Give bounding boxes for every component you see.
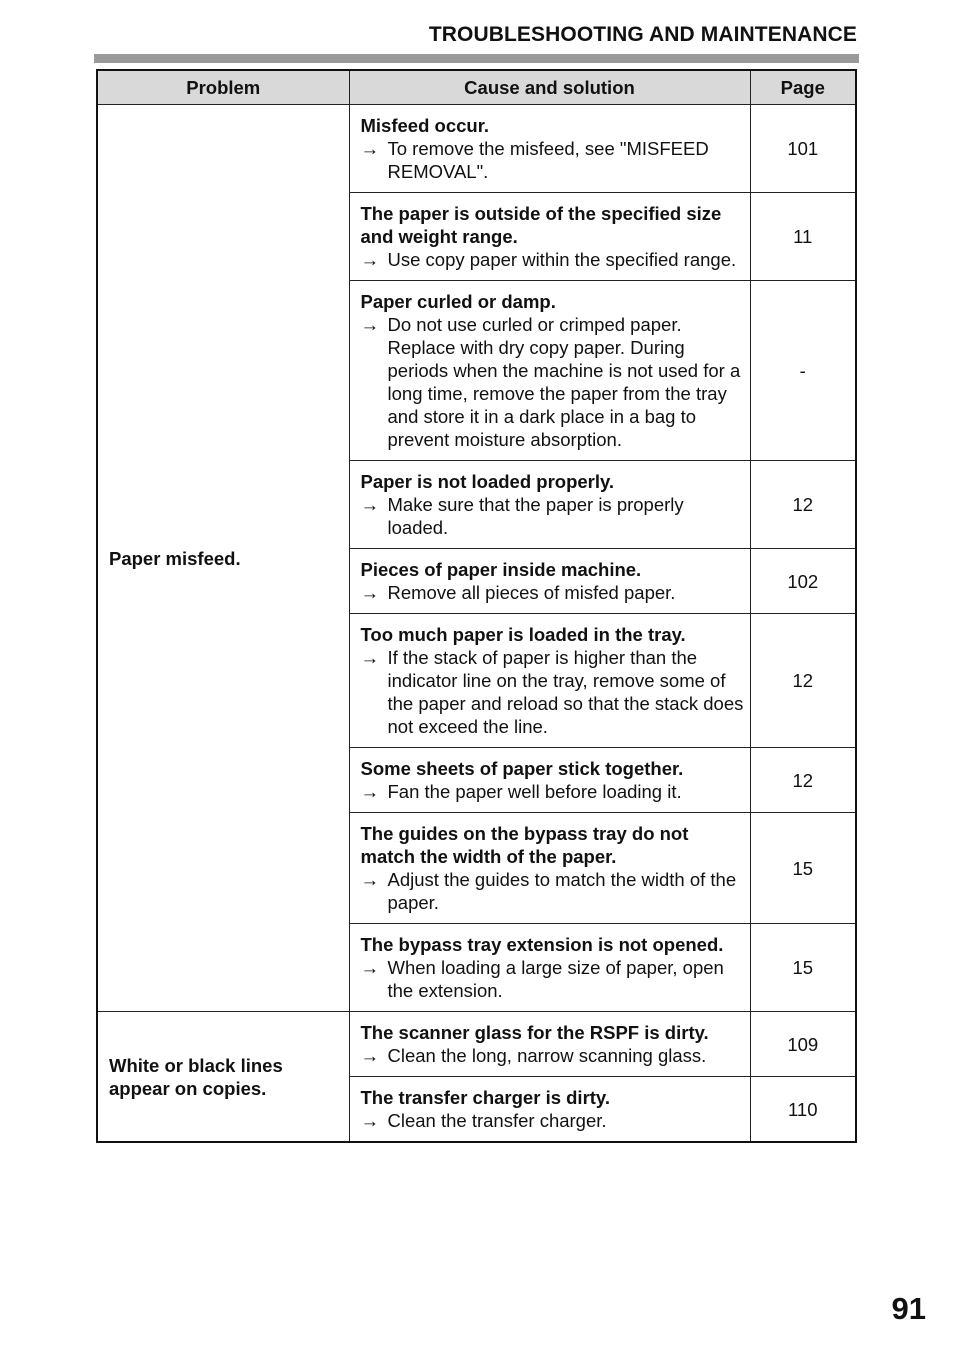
arrow-icon: →	[360, 1045, 379, 1066]
solution-label: Do not use curled or crimped paper. Replace with dry copy paper. During periods when the machine is not used for a long time, remove the paper from the tray and store it in a dark place in a bag to prevent moisture absorption.	[387, 314, 741, 450]
problem-cell: Paper misfeed.	[97, 105, 349, 1012]
cause-title: Paper is not loaded properly.	[360, 471, 615, 492]
arrow-icon: →	[360, 138, 379, 159]
page-cell: 12	[750, 461, 856, 549]
solution-text	[361, 1109, 744, 1132]
arrow-icon: →	[360, 957, 379, 978]
solution-label: Clean the long, narrow scanning glass.	[387, 1045, 707, 1066]
page-cell: -	[750, 281, 856, 461]
cause-cell	[349, 193, 750, 281]
solution-text	[361, 248, 744, 271]
page-cell: 11	[750, 193, 856, 281]
page-cell: 15	[750, 924, 856, 1012]
solution-text	[361, 868, 744, 914]
cause-title: The paper is outside of the specified size and weight range.	[360, 203, 722, 247]
solution-label: If the stack of paper is higher than the indicator line on the tray, remove some of the paper and reload so that the stack does not exceed the line.	[387, 647, 744, 737]
solution-label: Make sure that the paper is properly loaded.	[387, 494, 684, 538]
page-cell: 101	[750, 105, 856, 193]
page-cell: 12	[750, 748, 856, 813]
cause-title: The guides on the bypass tray do not match the width of the paper.	[360, 823, 689, 867]
solution-text	[361, 581, 744, 604]
section-title: TROUBLESHOOTING AND MAINTENANCE	[428, 23, 857, 46]
title-rule	[94, 54, 859, 63]
column-header-problem: Problem	[97, 70, 349, 105]
cause-cell	[349, 1077, 750, 1143]
cause-cell	[349, 105, 750, 193]
cause-title: Paper curled or damp.	[360, 291, 556, 312]
cause-cell	[349, 461, 750, 549]
table-row	[97, 1012, 856, 1077]
arrow-icon: →	[360, 249, 379, 270]
arrow-icon: →	[360, 869, 379, 890]
solution-label: Use copy paper within the specified range.	[387, 249, 737, 270]
arrow-icon: →	[360, 1110, 379, 1131]
cause-title: Misfeed occur.	[360, 115, 490, 136]
cause-cell	[349, 748, 750, 813]
arrow-icon: →	[360, 582, 379, 603]
solution-text	[361, 137, 744, 183]
cause-cell	[349, 1012, 750, 1077]
solution-text	[361, 493, 744, 539]
troubleshooting-table	[96, 69, 857, 1143]
cause-cell	[349, 549, 750, 614]
solution-label: Fan the paper well before loading it.	[387, 781, 682, 802]
solution-text	[361, 780, 744, 803]
solution-label: Adjust the guides to match the width of the paper.	[387, 869, 737, 913]
column-header-cause: Cause and solution	[349, 70, 750, 105]
cause-title: The scanner glass for the RSPF is dirty.	[360, 1022, 709, 1043]
cause-cell	[349, 813, 750, 924]
cause-title: Some sheets of paper stick together.	[360, 758, 684, 779]
cause-cell	[349, 924, 750, 1012]
arrow-icon: →	[360, 781, 379, 802]
solution-label: Remove all pieces of misfed paper.	[387, 582, 676, 603]
page-cell: 109	[750, 1012, 856, 1077]
page-cell: 110	[750, 1077, 856, 1143]
cause-title: Pieces of paper inside machine.	[360, 559, 642, 580]
cause-title: The transfer charger is dirty.	[360, 1087, 610, 1108]
page-cell: 15	[750, 813, 856, 924]
page-number: 91	[891, 1291, 926, 1326]
solution-label: To remove the misfeed, see "MISFEED REMOVAL".	[387, 138, 709, 182]
page-cell: 12	[750, 614, 856, 748]
solution-text	[361, 313, 744, 451]
problem-cell: White or black lines appear on copies.	[97, 1012, 349, 1143]
solution-label: When loading a large size of paper, open the extension.	[387, 957, 724, 1001]
cause-title: Too much paper is loaded in the tray.	[360, 624, 686, 645]
arrow-icon: →	[360, 314, 379, 335]
table-header-row	[97, 70, 856, 105]
solution-label: Clean the transfer charger.	[387, 1110, 607, 1131]
arrow-icon: →	[360, 494, 379, 515]
solution-text	[361, 1044, 744, 1067]
solution-text	[361, 646, 744, 738]
page-cell: 102	[750, 549, 856, 614]
table-row	[97, 105, 856, 193]
cause-cell	[349, 614, 750, 748]
cause-cell	[349, 281, 750, 461]
cause-title: The bypass tray extension is not opened.	[360, 934, 724, 955]
column-header-page: Page	[750, 70, 856, 105]
solution-text	[361, 956, 744, 1002]
arrow-icon: →	[360, 647, 379, 668]
